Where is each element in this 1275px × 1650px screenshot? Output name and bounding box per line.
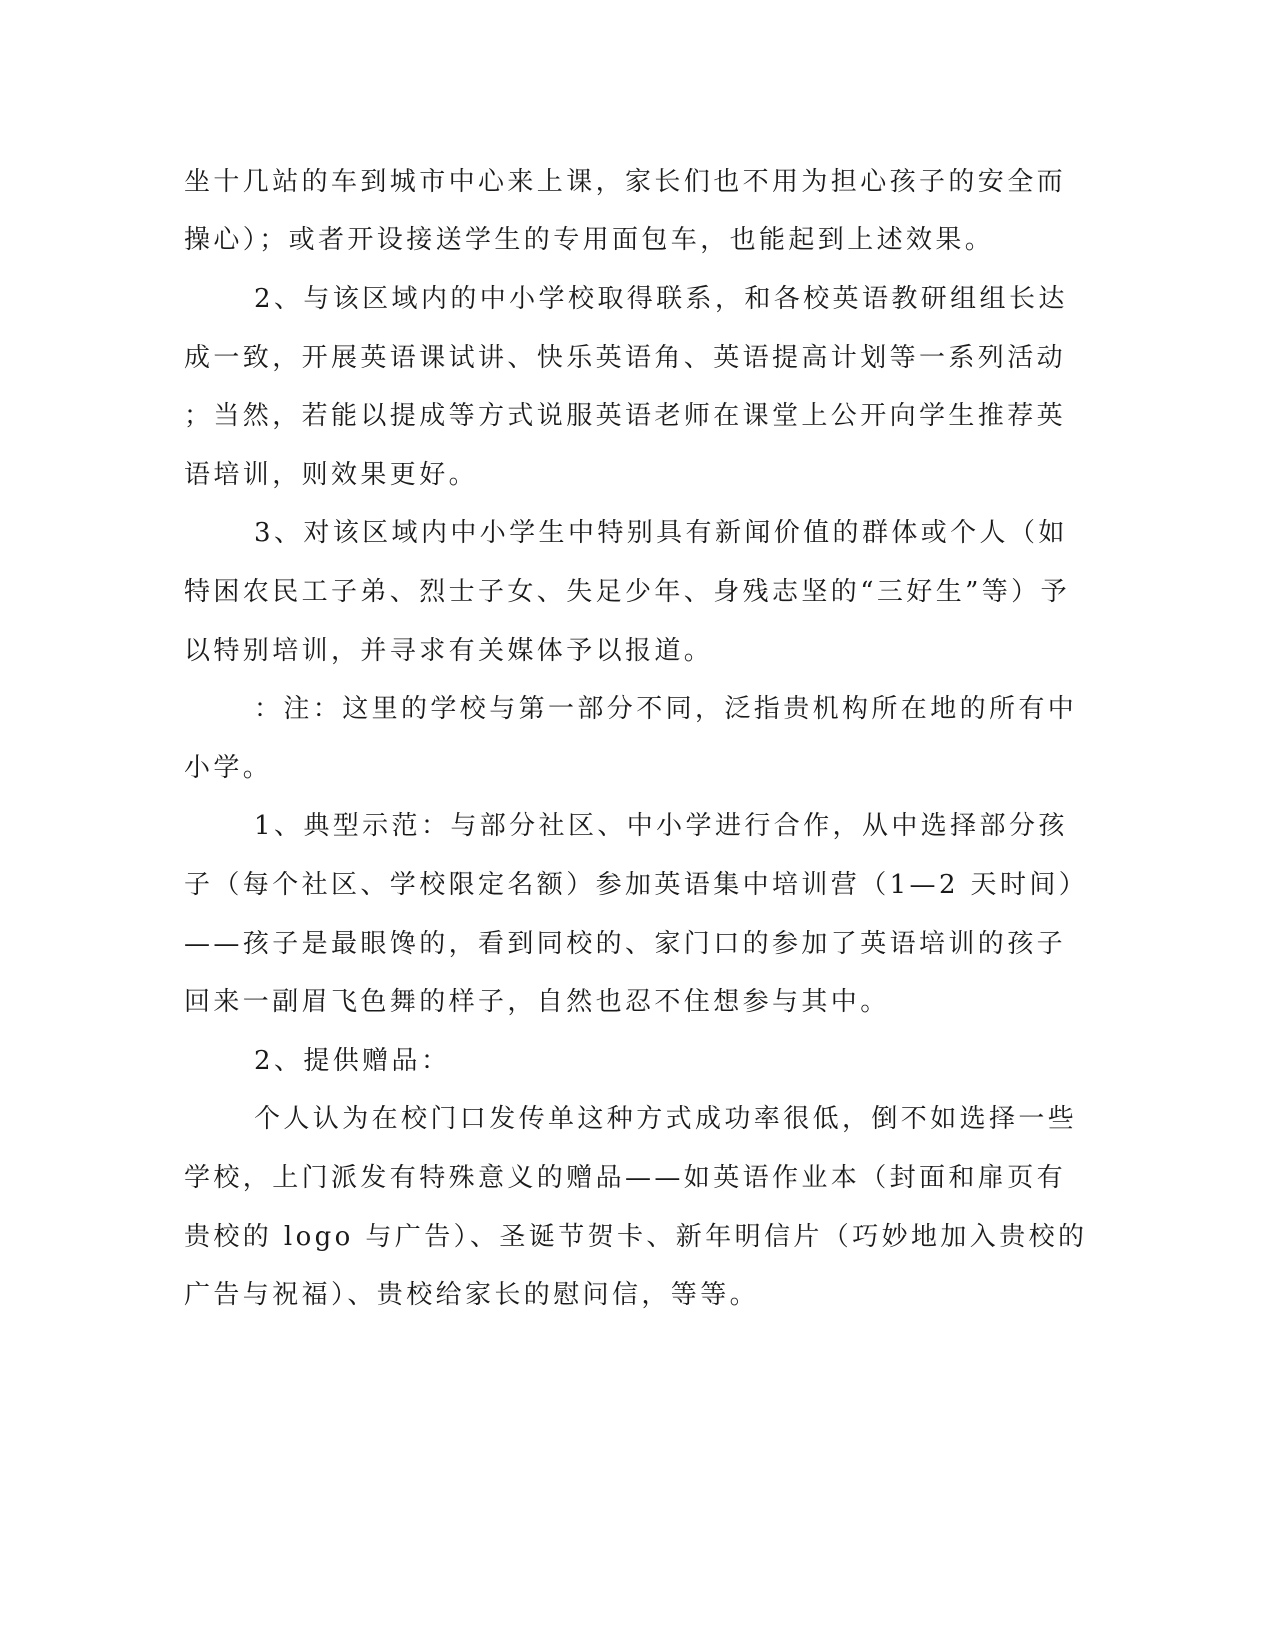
text-line: 小学。 [184,753,273,783]
text-line: 子（每个社区、学校限定名额）参加英语集中培训营（1—2 天时间） [184,870,1089,900]
text-line: 语培训，则效果更好。 [184,460,479,490]
text-line: 特困农民工子弟、烈士子女、失足少年、身残志坚的“三好生”等）予 [184,577,1070,607]
text-line: 贵校的 logo 与广告）、圣诞节贺卡、新年明信片（巧妙地加入贵校的 [184,1222,1088,1252]
text-line: 坐十几站的车到城市中心来上课，家长们也不用为担心孩子的安全而 [184,167,1067,197]
text-line: ；当然，若能以提成等方式说服英语老师在课堂上公开向学生推荐英 [184,401,1067,431]
paragraph-start: 2、与该区域内的中小学校取得联系，和各校英语教研组组长达 [254,284,1068,314]
text-line: 广告与祝福）、贵校给家长的慰问信，等等。 [184,1280,760,1310]
paragraph-start: 3、对该区域内中小学生中特别具有新闻价值的群体或个人（如 [254,518,1068,548]
text-line: ——孩子是最眼馋的，看到同校的、家门口的参加了英语培训的孩子 [184,929,1067,959]
text-line: 回来一副眉飞色舞的样子，自然也忍不住想参与其中。 [184,987,890,1017]
text-line: 成一致，开展英语课试讲、快乐英语角、英语提高计划等一系列活动 [184,343,1067,373]
paragraph-start: 个人认为在校门口发传单这种方式成功率很低，倒不如选择一些 [254,1104,1078,1134]
text-line: 操心）；或者开设接送学生的专用面包车，也能起到上述效果。 [184,225,995,255]
paragraph-start: 1、典型示范：与部分社区、中小学进行合作，从中选择部分孩 [254,811,1068,841]
text-line: 以特别培训，并寻求有关媒体予以报道。 [184,636,714,666]
paragraph-start: ：注：这里的学校与第一部分不同，泛指贵机构所在地的所有中 [254,694,1078,724]
paragraph-start: 2、提供赠品： [254,1046,451,1076]
text-line: 学校，上门派发有特殊意义的赠品——如英语作业本（封面和扉页有 [184,1163,1067,1193]
